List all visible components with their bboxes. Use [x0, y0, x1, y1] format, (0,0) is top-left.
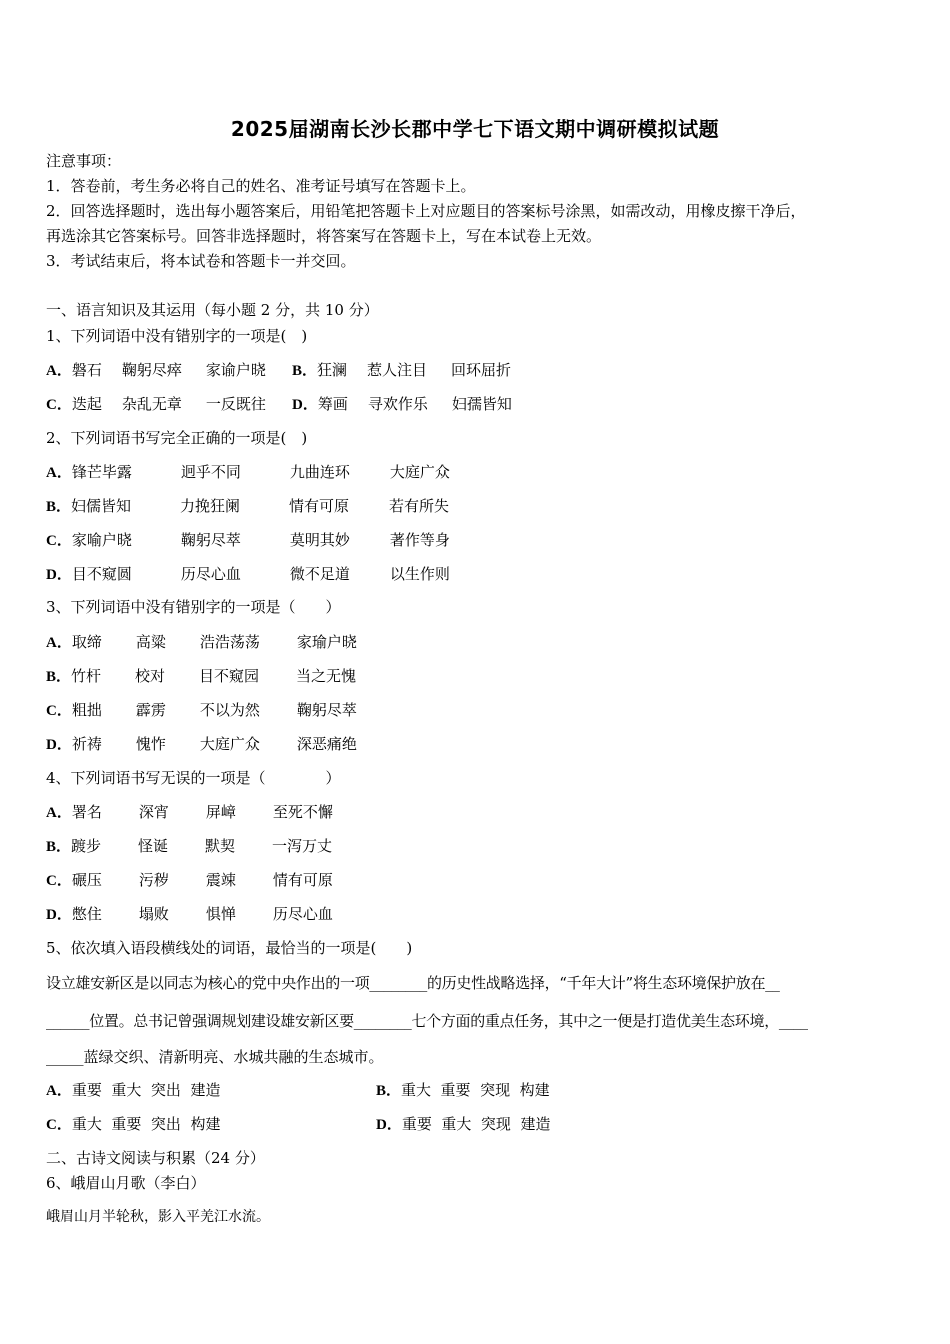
option-word: 屏嶂	[205, 803, 236, 821]
option-word: 家谕户晓	[205, 361, 266, 379]
option-word: 惹人注目	[367, 361, 428, 379]
option-a	[46, 462, 480, 483]
option-c	[46, 870, 363, 891]
option-word: 默契	[205, 837, 236, 855]
option-text: 重要 重大 突出 建造	[71, 1081, 221, 1099]
option-word: 迥乎不同	[180, 463, 241, 481]
option-label: B．	[292, 363, 318, 379]
option-word: 筹画	[317, 395, 348, 413]
option-word: 一反既往	[205, 395, 266, 413]
option-label: A．	[46, 363, 72, 379]
option-word: 目不窥圆	[71, 565, 132, 583]
option-d	[46, 734, 387, 755]
option-label: B．	[46, 839, 72, 855]
question-stem: 5、依次填入语段横线处的词语，最恰当的一项是( )	[46, 939, 413, 957]
option-word: 力挽狂阑	[180, 497, 241, 515]
option-label: A．	[46, 465, 72, 481]
option-word: 祈祷	[71, 735, 102, 753]
option-word: 校对	[135, 667, 166, 685]
option-word: 取缔	[71, 633, 102, 651]
option-word: 塌败	[138, 905, 169, 923]
option-word: 深宵	[138, 803, 169, 821]
question-stem: 2、下列词语书写完全正确的一项是( )	[46, 429, 308, 447]
option-label: A．	[46, 805, 72, 821]
question-stem: 4、下列词语书写无误的一项是（ ）	[46, 769, 341, 787]
page-title: 2025届湖南长沙长郡中学七下语文期中调研模拟试题	[230, 117, 720, 141]
option-word: 妇孺皆知	[451, 395, 512, 413]
option-word: 高粱	[135, 633, 166, 651]
option-label: D．	[376, 1117, 402, 1133]
option-d	[46, 904, 363, 925]
option-b	[46, 496, 479, 517]
option-c	[46, 394, 290, 415]
option-d	[46, 564, 480, 585]
notice-item: 2．回答选择题时，选出每小题答案后，用铅笔把答题卡上对应题目的答案标号涂黑，如需改动，用橡皮擦干净后，	[46, 202, 806, 220]
option-word: 寻欢作乐	[367, 395, 428, 413]
option-word: 九曲连环	[289, 463, 350, 481]
option-word: 鞠躬尽瘁	[121, 361, 182, 379]
option-word: 妇儒皆知	[71, 497, 132, 515]
option-a	[46, 802, 363, 823]
option-word: 深恶痛绝	[296, 735, 357, 753]
option-word: 目不窥园	[199, 667, 260, 685]
option-label: A．	[46, 1083, 72, 1099]
option-a	[46, 632, 387, 653]
option-word: 霹雳	[135, 701, 166, 719]
option-word: 大庭广众	[199, 735, 260, 753]
option-word: 回环屈折	[451, 361, 512, 379]
option-word: 锋芒毕露	[71, 463, 132, 481]
option-label: D．	[292, 397, 318, 413]
option-text: 重要 重大 突现 建造	[401, 1115, 551, 1133]
option-word: 若有所失	[389, 497, 450, 515]
option-word: 大庭广众	[389, 463, 450, 481]
poem-line: 峨眉山月半轮秋，影入平羌江水流。	[46, 1209, 270, 1225]
option-word: 震竦	[205, 871, 236, 889]
option-word: 家喻户晓	[71, 531, 132, 549]
notice-heading: 注意事项：	[46, 152, 122, 170]
option-label: C．	[46, 533, 72, 549]
option-word: 署名	[71, 803, 102, 821]
option-word: 著作等身	[389, 531, 450, 549]
option-word: 惧惮	[205, 905, 236, 923]
option-label: D．	[46, 567, 72, 583]
option-b	[292, 360, 535, 381]
option-word: 当之无愧	[296, 667, 357, 685]
option-b	[46, 666, 386, 687]
question-paragraph: _____蓝绿交织、清新明亮、水城共融的生态城市。	[46, 1048, 384, 1066]
option-word: 微不足道	[289, 565, 350, 583]
option-label: B．	[46, 669, 72, 685]
option-word: 碾压	[71, 871, 102, 889]
option-word: 磐石	[71, 361, 102, 379]
option-word: 情有可原	[289, 497, 350, 515]
section-heading: 二、古诗文阅读与积累（24 分）	[46, 1149, 265, 1167]
option-word: 鞠躬尽萃	[296, 701, 357, 719]
option-c	[46, 530, 480, 551]
option-label: A．	[46, 635, 72, 651]
option-label: C．	[46, 703, 72, 719]
option-c	[46, 700, 387, 721]
option-word: 杂乱无章	[121, 395, 182, 413]
question-stem: 6、峨眉山月歌（李白）	[46, 1174, 206, 1192]
option-word: 踱步	[71, 837, 102, 855]
option-word: 以生作则	[389, 565, 450, 583]
option-text: 重大 重要 突现 构建	[401, 1081, 550, 1099]
option-a	[46, 360, 290, 381]
option-a	[46, 1080, 220, 1101]
question-stem: 3、下列词语中没有错别字的一项是（ ）	[46, 598, 341, 616]
question-stem: 1、下列词语中没有错别字的一项是( )	[46, 327, 308, 345]
option-label: D．	[46, 737, 72, 753]
option-word: 不以为然	[199, 701, 260, 719]
option-d	[376, 1114, 550, 1135]
option-text: 重大 重要 突出 构建	[71, 1115, 221, 1133]
option-word: 憋住	[71, 905, 102, 923]
option-label: C．	[46, 1117, 72, 1133]
option-word: 历尽心血	[272, 905, 333, 923]
option-word: 情有可原	[272, 871, 333, 889]
option-word: 至死不懈	[272, 803, 333, 821]
option-label: C．	[46, 873, 72, 889]
option-word: 家瑜户晓	[296, 633, 357, 651]
option-word: 粗拙	[71, 701, 102, 719]
option-label: C．	[46, 397, 72, 413]
option-word: 污秽	[138, 871, 169, 889]
section-heading: 一、语言知识及其运用（每小题 2 分，共 10 分）	[46, 301, 379, 319]
question-paragraph: 设立雄安新区是以同志为核心的党中央作出的一项________的历史性战略选择，“千年大计”将生态环境保护放在__	[46, 974, 780, 992]
option-label: B．	[46, 499, 72, 515]
option-word: 怪诞	[138, 837, 169, 855]
option-word: 迭起	[71, 395, 102, 413]
option-word: 浩浩荡荡	[199, 633, 260, 651]
option-word: 历尽心血	[180, 565, 241, 583]
option-word: 愧怍	[135, 735, 166, 753]
option-word: 狂澜	[317, 361, 348, 379]
option-d	[292, 394, 536, 415]
option-b	[376, 1080, 550, 1101]
option-word: 鞠躬尽萃	[180, 531, 241, 549]
option-word: 莫明其妙	[289, 531, 350, 549]
question-paragraph: ______位置。总书记曾强调规划建设雄安新区要________七个方面的重点任务，其中之一便是打造优美生态环境，____	[46, 1012, 808, 1030]
option-c	[46, 1114, 220, 1135]
option-word: 竹杆	[71, 667, 102, 685]
notice-item: 3．考试结束后，将本试卷和答题卡一并交回。	[46, 252, 356, 270]
option-word: 一泻万丈	[272, 837, 333, 855]
option-label: B．	[376, 1083, 402, 1099]
option-label: D．	[46, 907, 72, 923]
notice-item: 再选涂其它答案标号。回答非选择题时，将答案写在答题卡上，写在本试卷上无效。	[46, 227, 602, 245]
notice-item: 1．答卷前，考生务必将自己的姓名、准考证号填写在答题卡上。	[46, 177, 476, 195]
option-b	[46, 836, 362, 857]
